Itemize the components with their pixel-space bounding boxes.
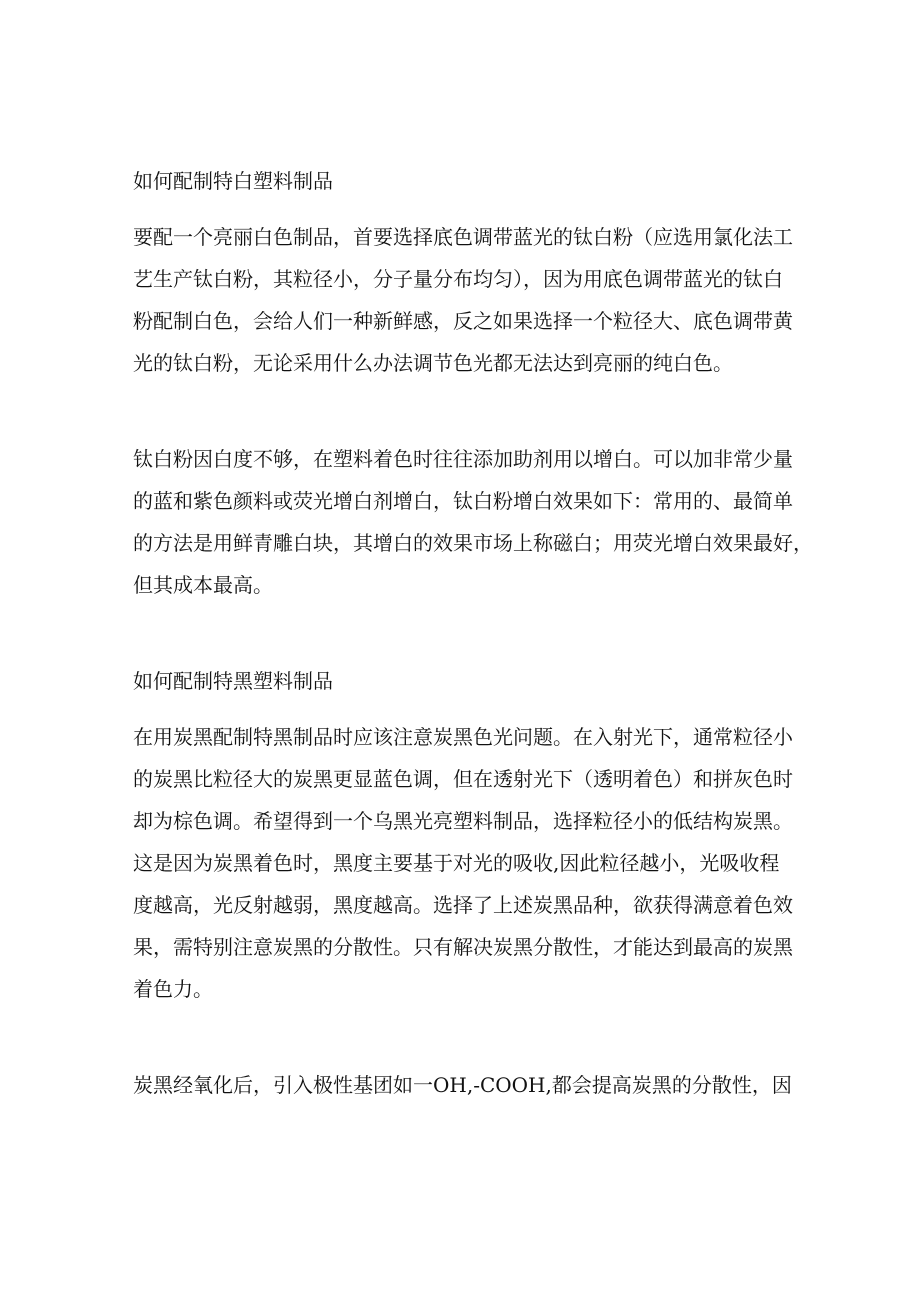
text-line: 却为棕色调。希望得到一个乌黑光亮塑料制品，选择粒径小的低结构炭黑。 <box>133 809 793 833</box>
section-title-black: 如何配制特黑塑料制品 <box>133 669 333 693</box>
paragraph-whitening-agents <box>133 438 813 606</box>
text-line: 的蓝和紫色颜料或荧光增白剂增白，钛白粉增白效果如下：常用的、最简单 <box>133 489 793 513</box>
text-line: 光的钛白粉，无论采用什么办法调节色光都无法达到亮丽的纯白色。 <box>133 351 733 375</box>
text-line: 果，需特别注意炭黑的分散性。只有解决炭黑分散性，才能达到最高的炭黑 <box>133 935 793 959</box>
paragraph-carbon-black-shade <box>133 716 798 1010</box>
text-line: 炭黑经氧化后，引入极性基团如一OH,-COOH,都会提高炭黑的分散性，因 <box>133 1073 792 1097</box>
text-line: 要配一个亮丽白色制品，首要选择底色调带蓝光的钛白粉（应选用氯化法工 <box>133 225 793 249</box>
text-line: 的方法是用鲜青雕白块，其增白的效果市场上称磁白；用荧光增白效果最好， <box>133 531 813 555</box>
text-line: 钛白粉因白度不够，在塑料着色时往往添加助剂用以增白。可以加非常少量 <box>133 447 793 471</box>
section-title-white: 如何配制特白塑料制品 <box>133 169 333 193</box>
text-line: 在用炭黑配制特黑制品时应该注意炭黑色光问题。在入射光下，通常粒径小 <box>133 725 793 749</box>
text-line: 艺生产钛白粉，其粒径小，分子量分布均匀），因为用底色调带蓝光的钛白 <box>133 267 783 291</box>
paragraph-white-pigment-selection <box>133 216 798 384</box>
text-line: 的炭黑比粒径大的炭黑更显蓝色调，但在透射光下（透明着色）和拼灰色时 <box>133 767 793 791</box>
text-line: 但其成本最高。 <box>133 573 273 597</box>
text-line: 粉配制白色，会给人们一种新鲜感，反之如果选择一个粒径大、底色调带黄 <box>133 309 793 333</box>
text-line: 度越高，光反射越弱，黑度越高。选择了上述炭黑品种，欲获得满意着色效 <box>133 893 793 917</box>
text-line: 着色力。 <box>133 977 213 1001</box>
document-page <box>133 160 813 1106</box>
paragraph-carbon-black-oxidation <box>133 1064 798 1106</box>
text-line: 这是因为炭黑着色时，黑度主要基于对光的吸收,因此粒径越小，光吸收程 <box>133 851 780 875</box>
